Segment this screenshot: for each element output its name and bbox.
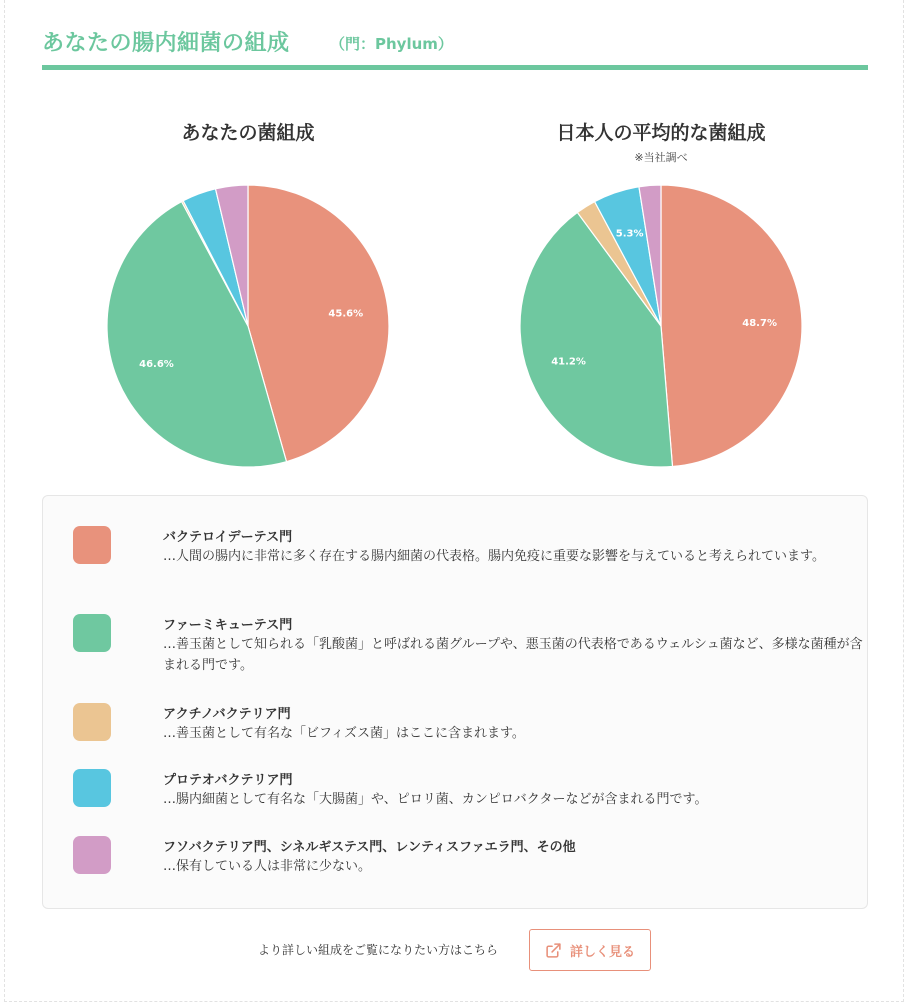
pie-data-label: 45.6% [328,308,364,320]
legend-swatch [73,526,111,564]
chart-title-average: 日本人の平均的な菌組成 [556,122,766,144]
legend-name: プロテオバクテリア門 [163,773,293,788]
legend-swatch [73,769,111,807]
legend-description: …善玉菌として有名な「ビフィズス菌」はここに含まれます。 [163,726,525,741]
page-title: あなたの腸内細菌の組成 [42,31,290,56]
chart-note-average: ※当社調べ [634,151,688,164]
details-button-label: 詳しく見る [569,943,635,959]
details-button[interactable] [529,929,651,971]
page-subtitle: （門：Phylum） [330,35,453,53]
pie-chart-yours [105,183,391,469]
pie-data-label: 46.6% [139,358,174,370]
legend-name: バクテロイデーテス門 [163,530,293,545]
pie-slice [661,185,802,467]
legend-name: フソバクテリア門、シネルギステス門、レンティスファエラ門、その他 [163,840,576,855]
legend-name: アクチノバクテリア門 [163,707,291,722]
pie-data-label: 5.3% [615,228,644,240]
legend-description: …善玉菌として知られる「乳酸菌」と呼ばれる菌グループや、悪玉菌の代表格であるウェルシュ菌など、多様な菌種が含まれる門です。 [163,637,863,673]
pie-data-label: 48.7% [742,317,777,329]
pie-data-label: 41.2% [551,356,586,368]
footer-text: より詳しい組成をご覧になりたい方はこちら [258,943,499,957]
legend-name: ファーミキューテス門 [163,618,293,633]
legend-swatch [73,703,111,741]
legend-description: …人間の腸内に非常に多く存在する腸内細菌の代表格。腸内免疫に重要な影響を与えていると考えられています。 [163,549,825,564]
legend-description: …腸内細菌として有名な「大腸菌」や、ピロリ菌、カンピロバクターなどが含まれる門です。 [163,792,708,807]
legend-description: …保有している人は非常に少ない。 [163,859,372,874]
legend-panel [42,495,868,909]
legend-swatch [73,836,111,874]
external-link-icon [545,942,562,959]
legend-swatch [73,614,111,652]
chart-title-yours: あなたの菌組成 [181,122,315,144]
pie-chart-average [518,183,804,469]
section-header [42,22,868,70]
